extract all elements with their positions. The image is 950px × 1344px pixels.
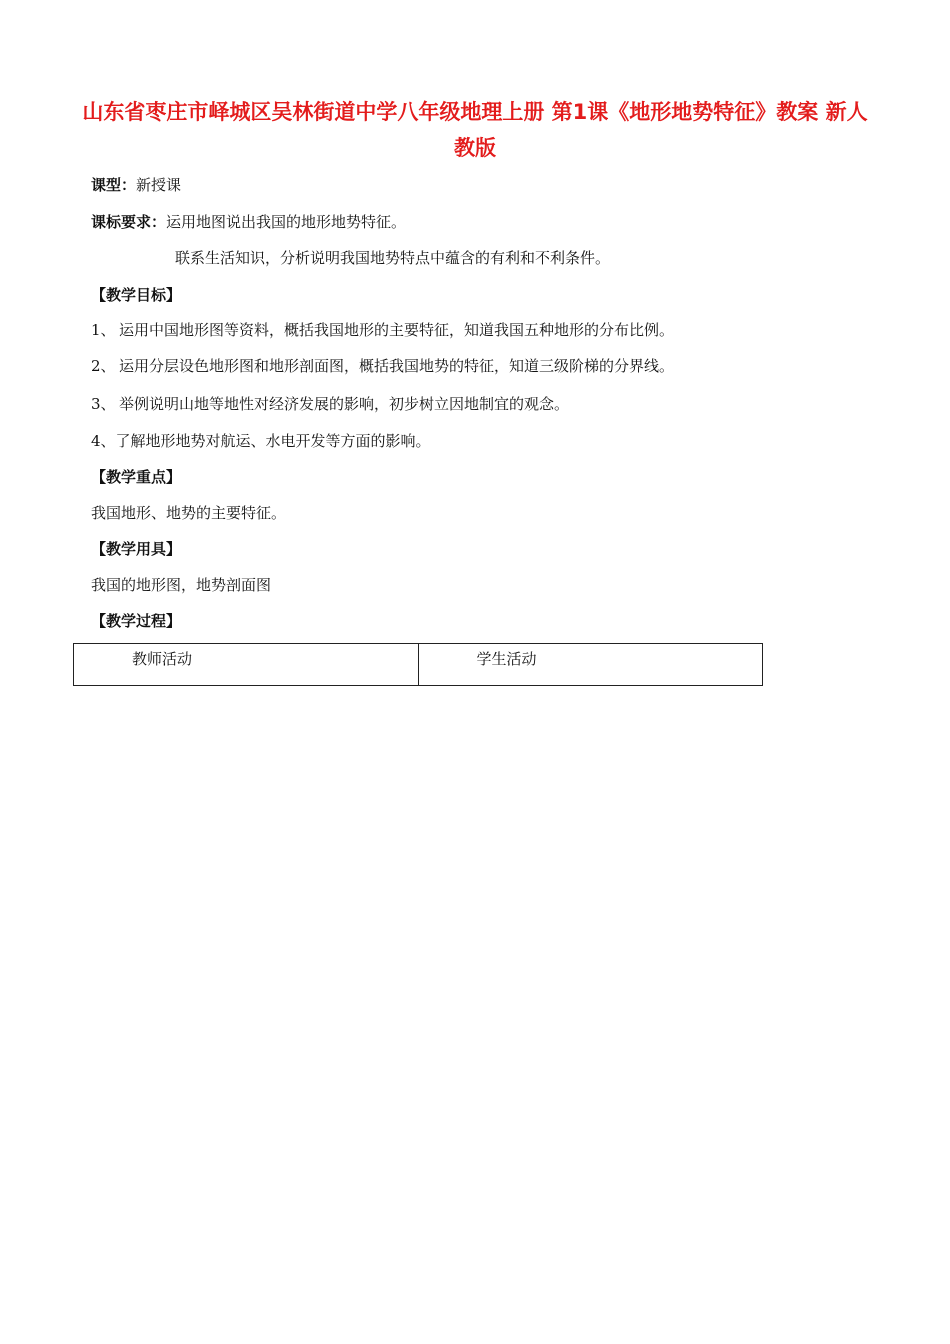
teacher-activity-cell xyxy=(74,644,419,686)
objective-item xyxy=(91,356,674,376)
student-activity-cell xyxy=(418,644,763,686)
lesson-type-line xyxy=(91,175,181,195)
document-title: 山东省枣庄市峄城区吴林街道中学八年级地理上册 第1课《地形地势特征》教案 新人教版 xyxy=(82,100,868,160)
tools-text: 我国的地形图，地势剖面图 xyxy=(91,576,272,594)
standard-line-1: 运用地图说出我国的地形地势特征。 xyxy=(166,213,407,231)
objective-text: 运用分层设色地形图和地形剖面图，概括我国地势的特征，知道三级阶梯的分界线。 xyxy=(119,357,675,375)
standard-line-2: 联系生活知识，分析说明我国地势特点中蕴含的有利和不利条件。 xyxy=(175,249,611,267)
tools-heading: 【教学用具】 xyxy=(91,540,182,558)
objective-number: 3、 xyxy=(91,395,116,413)
objective-text: 了解地形地势对航运、水电开发等方面的影响。 xyxy=(115,432,431,450)
objective-number: 4、 xyxy=(91,432,116,450)
objective-text: 运用中国地形图等资料，概括我国地形的主要特征，知道我国五种地形的分布比例。 xyxy=(119,321,675,339)
teacher-activity-header: 教师活动 xyxy=(132,650,193,668)
objective-number: 1、 xyxy=(91,321,116,339)
lesson-type-label: 课型： xyxy=(91,176,137,194)
standard-line xyxy=(91,212,406,232)
objective-item xyxy=(91,394,569,414)
process-table xyxy=(73,643,763,686)
process-heading: 【教学过程】 xyxy=(91,612,182,630)
objective-text: 举例说明山地等地性对经济发展的影响，初步树立因地制宜的观念。 xyxy=(119,395,570,413)
table-row xyxy=(74,644,763,686)
focus-text: 我国地形、地势的主要特征。 xyxy=(91,504,287,522)
objective-number: 2、 xyxy=(91,357,116,375)
standard-label: 课标要求： xyxy=(91,213,167,231)
objective-item xyxy=(91,431,431,451)
student-activity-header: 学生活动 xyxy=(476,650,537,668)
focus-heading: 【教学重点】 xyxy=(91,468,182,486)
objective-item xyxy=(91,320,674,340)
objectives-heading: 【教学目标】 xyxy=(91,286,182,304)
lesson-type-value: 新授课 xyxy=(136,176,182,194)
